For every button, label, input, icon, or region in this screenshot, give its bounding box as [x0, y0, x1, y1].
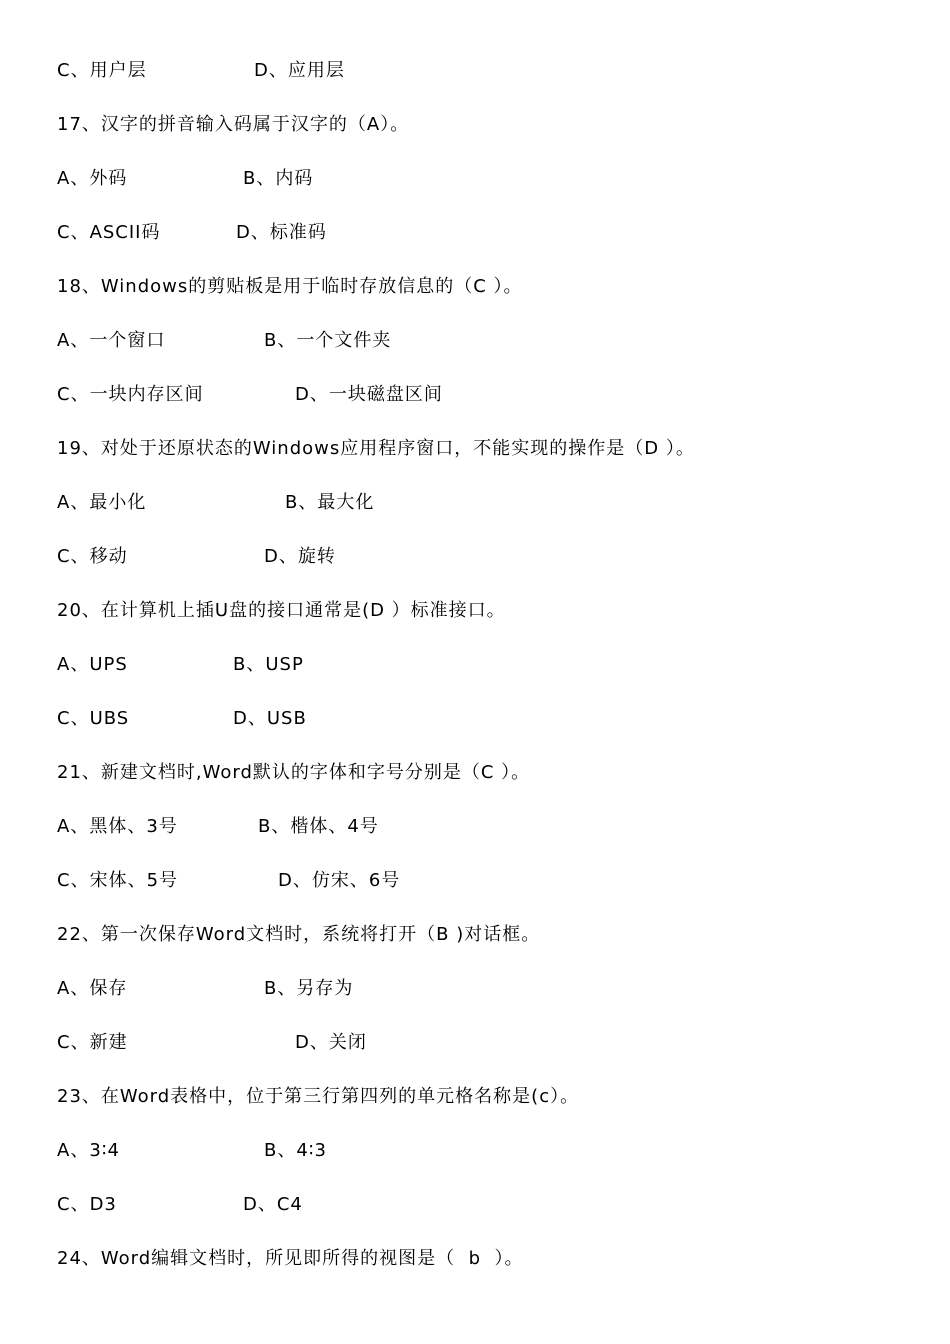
answer-options-row — [57, 867, 401, 895]
question-22: 22、第一次保存Word文档时，系统将打开（B )对话框。 — [57, 924, 541, 945]
answer-options-row — [57, 705, 307, 733]
option-b: B、USP — [233, 654, 304, 675]
option-c: C、ASCII码 — [57, 222, 161, 243]
option-a: A、最小化 — [57, 492, 147, 513]
question-21: 21、新建文档时,Word默认的字体和字号分别是（C ）。 — [57, 762, 531, 783]
answer-options-row — [57, 651, 304, 679]
option-b: B、最大化 — [285, 492, 375, 513]
option-b: B、4∶3 — [264, 1140, 327, 1161]
answer-options-row — [57, 327, 392, 355]
question-24: 24、Word编辑文档时，所见即所得的视图是（ b ）。 — [57, 1248, 524, 1269]
option-d: D、旋转 — [264, 546, 336, 567]
option-c: C、新建 — [57, 1032, 128, 1053]
option-b: B、内码 — [243, 168, 314, 189]
question-23: 23、在Word表格中，位于第三行第四列的单元格名称是(c）。 — [57, 1086, 580, 1107]
question-17: 17、汉字的拼音输入码属于汉字的（A）。 — [57, 114, 410, 135]
option-d: D、应用层 — [254, 60, 345, 81]
answer-options-row — [57, 219, 327, 247]
option-a: A、3∶4 — [57, 1140, 120, 1161]
option-b: B、一个文件夹 — [264, 330, 392, 351]
answer-options-row — [57, 381, 443, 409]
option-a: A、一个窗口 — [57, 330, 166, 351]
option-d: D、一块磁盘区间 — [295, 384, 443, 405]
option-a: A、黑体、3号 — [57, 816, 178, 837]
option-c: C、移动 — [57, 546, 128, 567]
answer-options-row — [57, 57, 345, 85]
answer-options-row — [57, 1137, 327, 1165]
option-c: C、宋体、5号 — [57, 870, 179, 891]
option-a: A、保存 — [57, 978, 128, 999]
question-19: 19、对处于还原状态的Windows应用程序窗口，不能实现的操作是（D ）。 — [57, 438, 695, 459]
option-b: B、楷体、4号 — [258, 816, 379, 837]
answer-options-row — [57, 1029, 367, 1057]
answer-options-row — [57, 489, 375, 517]
answer-options-row — [57, 543, 336, 571]
option-a: A、UPS — [57, 654, 128, 675]
option-c: C、UBS — [57, 708, 130, 729]
option-d: D、仿宋、6号 — [278, 870, 401, 891]
option-d: D、USB — [233, 708, 307, 729]
option-b: B、另存为 — [264, 978, 354, 999]
option-d: D、关闭 — [295, 1032, 367, 1053]
answer-options-row — [57, 1191, 303, 1219]
answer-options-row — [57, 813, 379, 841]
answer-options-row — [57, 975, 354, 1003]
option-c: C、D3 — [57, 1194, 117, 1215]
option-a: A、外码 — [57, 168, 128, 189]
question-20: 20、在计算机上插U盘的接口通常是(D ）标准接口。 — [57, 600, 506, 621]
answer-options-row — [57, 165, 314, 193]
option-c: C、用户层 — [57, 60, 147, 81]
option-d: D、标准码 — [236, 222, 327, 243]
question-18: 18、Windows的剪贴板是用于临时存放信息的（C ）。 — [57, 276, 523, 297]
option-c: C、一块内存区间 — [57, 384, 204, 405]
option-d: D、C4 — [243, 1194, 303, 1215]
